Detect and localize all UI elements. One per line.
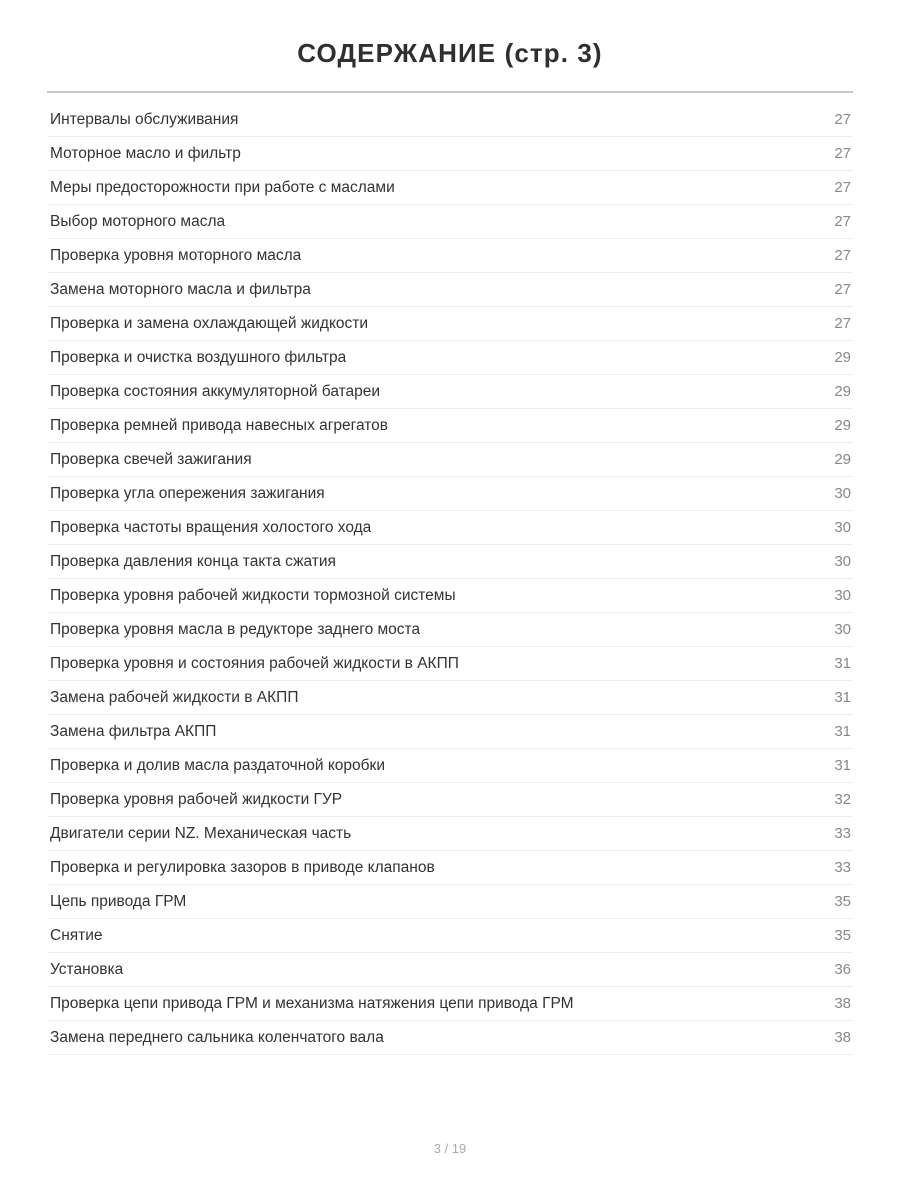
toc-entry-label: Проверка уровня моторного масла <box>50 247 302 265</box>
toc-entry[interactable] <box>47 307 853 341</box>
toc-entry-label: Проверка и замена охлаждающей жидкости <box>50 315 369 333</box>
toc-entry[interactable] <box>47 783 853 817</box>
toc-entry-label: Двигатели серии NZ. Механическая часть <box>50 825 352 843</box>
toc-entry[interactable] <box>47 545 853 579</box>
toc-entry-page-number: 33 <box>834 859 851 877</box>
toc-entry-page-number: 31 <box>834 655 851 673</box>
toc-entry[interactable] <box>47 987 853 1021</box>
page-title: СОДЕРЖАНИЕ (стр. 3) <box>297 38 603 68</box>
toc-entry[interactable] <box>47 137 853 171</box>
toc-entry-page-number: 29 <box>834 349 851 367</box>
toc-entry[interactable] <box>47 953 853 987</box>
toc-entry-page-number: 35 <box>834 893 851 911</box>
toc-entry[interactable] <box>47 681 853 715</box>
toc-entry-page-number: 27 <box>834 145 851 163</box>
toc-entry-label: Проверка давления конца такта сжатия <box>50 553 336 571</box>
toc-entry-page-number: 27 <box>834 315 851 333</box>
toc-entry-label: Моторное масло и фильтр <box>50 145 241 163</box>
toc-entry-label: Проверка уровня и состояния рабочей жидкости в АКПП <box>50 655 459 673</box>
toc-entry-label: Интервалы обслуживания <box>50 111 239 129</box>
toc-entry-label: Проверка уровня рабочей жидкости тормозной системы <box>50 587 456 605</box>
toc-entry-label: Замена рабочей жидкости в АКПП <box>50 689 299 707</box>
toc-entry-page-number: 30 <box>834 519 851 537</box>
toc-entry-label: Проверка и долив масла раздаточной коробки <box>50 757 385 775</box>
toc-entry-page-number: 27 <box>834 213 851 231</box>
toc-entry-label: Выбор моторного масла <box>50 213 226 231</box>
toc-entry-label: Проверка свечей зажигания <box>50 451 252 469</box>
toc-entry-label: Проверка частоты вращения холостого хода <box>50 519 372 537</box>
toc-entry[interactable] <box>47 103 853 137</box>
toc-entry[interactable] <box>47 477 853 511</box>
toc-entry-label: Замена переднего сальника коленчатого вала <box>50 1029 384 1047</box>
toc-entry-page-number: 36 <box>834 961 851 979</box>
toc-entry[interactable] <box>47 919 853 953</box>
toc-entry[interactable] <box>47 341 853 375</box>
toc-entry-label: Проверка цепи привода ГРМ и механизма натяжения цепи привода ГРМ <box>50 995 574 1013</box>
toc-entry-label: Проверка ремней привода навесных агрегатов <box>50 417 389 435</box>
toc-entry[interactable] <box>47 579 853 613</box>
toc-entry-page-number: 29 <box>834 383 851 401</box>
toc-entry-label: Проверка и регулировка зазоров в приводе клапанов <box>50 859 435 877</box>
toc-entry-page-number: 33 <box>834 825 851 843</box>
toc-entry[interactable] <box>47 443 853 477</box>
toc-entry[interactable] <box>47 375 853 409</box>
toc-entry-label: Установка <box>50 961 124 979</box>
table-of-contents <box>47 93 853 1055</box>
toc-entry-label: Замена фильтра АКПП <box>50 723 217 741</box>
toc-entry[interactable] <box>47 171 853 205</box>
toc-entry-page-number: 31 <box>834 757 851 775</box>
toc-entry[interactable] <box>47 749 853 783</box>
toc-entry-page-number: 27 <box>834 111 851 129</box>
toc-entry[interactable] <box>47 613 853 647</box>
toc-entry-page-number: 35 <box>834 927 851 945</box>
toc-entry[interactable] <box>47 647 853 681</box>
toc-entry-page-number: 30 <box>834 621 851 639</box>
toc-entry[interactable] <box>47 851 853 885</box>
toc-entry-label: Снятие <box>50 927 103 945</box>
toc-entry[interactable] <box>47 715 853 749</box>
toc-entry[interactable] <box>47 511 853 545</box>
toc-entry-label: Проверка уровня рабочей жидкости ГУР <box>50 791 343 809</box>
toc-entry[interactable] <box>47 817 853 851</box>
page-footer: 3 / 19 <box>433 1141 467 1156</box>
toc-entry-label: Цепь привода ГРМ <box>50 893 187 911</box>
toc-entry-page-number: 27 <box>834 281 851 299</box>
toc-entry-page-number: 38 <box>834 1029 851 1047</box>
toc-entry-page-number: 29 <box>834 451 851 469</box>
toc-entry-label: Меры предосторожности при работе с маслами <box>50 179 395 197</box>
toc-entry-page-number: 27 <box>834 247 851 265</box>
toc-entry-page-number: 29 <box>834 417 851 435</box>
toc-entry[interactable] <box>47 239 853 273</box>
toc-entry[interactable] <box>47 885 853 919</box>
toc-entry-label: Проверка состояния аккумуляторной батареи <box>50 383 381 401</box>
toc-entry-label: Проверка и очистка воздушного фильтра <box>50 349 347 367</box>
toc-entry-page-number: 30 <box>834 553 851 571</box>
toc-entry-page-number: 31 <box>834 689 851 707</box>
content-spacer <box>0 1055 900 1141</box>
toc-entry-page-number: 31 <box>834 723 851 741</box>
toc-entry-page-number: 38 <box>834 995 851 1013</box>
toc-entry-page-number: 32 <box>834 791 851 809</box>
toc-entry-page-number: 30 <box>834 485 851 503</box>
toc-entry[interactable] <box>47 1021 853 1055</box>
toc-entry[interactable] <box>47 205 853 239</box>
toc-entry-page-number: 27 <box>834 179 851 197</box>
toc-entry[interactable] <box>47 409 853 443</box>
toc-entry-label: Проверка уровня масла в редукторе заднего моста <box>50 621 421 639</box>
toc-entry-label: Проверка угла опережения зажигания <box>50 485 325 503</box>
toc-entry-label: Замена моторного масла и фильтра <box>50 281 311 299</box>
toc-entry-page-number: 30 <box>834 587 851 605</box>
toc-entry[interactable] <box>47 273 853 307</box>
